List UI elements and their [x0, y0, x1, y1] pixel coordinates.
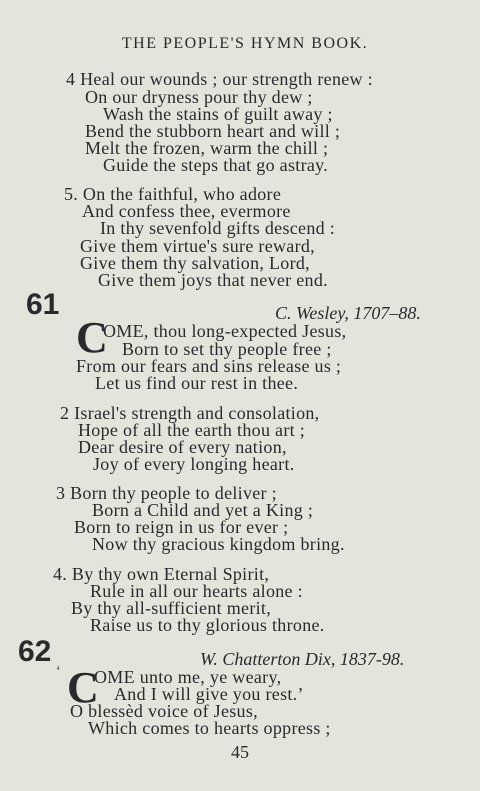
verse-line: From our fears and sins release us ; — [76, 356, 342, 376]
verse-line: Give them thy salvation, Lord, — [80, 253, 310, 273]
verse-line: Raise us to thy glorious throne. — [90, 615, 325, 635]
verse-line: 4 Heal our wounds ; our strength renew : — [66, 69, 373, 89]
hymn-number: 62 — [18, 635, 52, 668]
verse-line: Give them joys that never end. — [98, 270, 328, 290]
verse-line: 4. By thy own Eternal Spirit, — [53, 564, 270, 584]
hymn-attribution: W. Chatterton Dix, 1837-98. — [200, 649, 405, 669]
verse-line: On our dryness pour thy dew ; — [85, 87, 313, 107]
drop-cap: C — [76, 313, 108, 362]
verse-line: Melt the frozen, warm the chill ; — [85, 138, 329, 158]
verse-line: In thy sevenfold gifts descend : — [100, 218, 336, 238]
verse-line: 2 Israel's strength and consolation, — [60, 403, 320, 423]
verse-line: Give them virtue's sure reward, — [80, 236, 315, 256]
drop-cap: C — [67, 663, 99, 712]
verse-line: Let us find our rest in thee. — [95, 373, 299, 393]
verse-line: By thy all-sufficient merit, — [71, 598, 272, 618]
opening-quote: ‘ — [56, 664, 61, 679]
hymn-attribution: C. Wesley, 1707–88. — [275, 303, 421, 323]
verse-line: Now thy gracious kingdom bring. — [92, 534, 345, 554]
verse-line: O blessèd voice of Jesus, — [70, 701, 258, 721]
verse-line: 5. On the faithful, who adore — [64, 184, 282, 204]
verse-line: OME, thou long-expected Jesus, — [103, 321, 347, 341]
verse-line: Guide the steps that go astray. — [103, 155, 329, 175]
verse-line: And confess thee, evermore — [82, 201, 291, 221]
hymn-number: 61 — [26, 288, 60, 321]
verse-line: 3 Born thy people to deliver ; — [56, 483, 277, 503]
verse-line: Wash the stains of guilt away ; — [103, 104, 333, 124]
verse-line: Which comes to hearts oppress ; — [88, 718, 331, 738]
verse-line: Born to reign in us for ever ; — [74, 517, 289, 537]
page-number: 45 — [231, 742, 249, 762]
verse-line: Hope of all the earth thou art ; — [78, 420, 306, 440]
verse-line: OME unto me, ye weary, — [94, 667, 282, 687]
verse-line: Rule in all our hearts alone : — [90, 581, 303, 601]
running-header: THE PEOPLE'S HYMN BOOK. — [121, 35, 369, 52]
verse-line: Dear desire of every nation, — [78, 437, 287, 457]
verse-line: Joy of every longing heart. — [93, 454, 295, 474]
verse-line: Bend the stubborn heart and will ; — [85, 121, 341, 141]
verse-line: Born a Child and yet a King ; — [92, 500, 314, 520]
verse-line: And I will give you rest.’ — [114, 684, 304, 704]
verse-line: Born to set thy people free ; — [122, 339, 332, 359]
